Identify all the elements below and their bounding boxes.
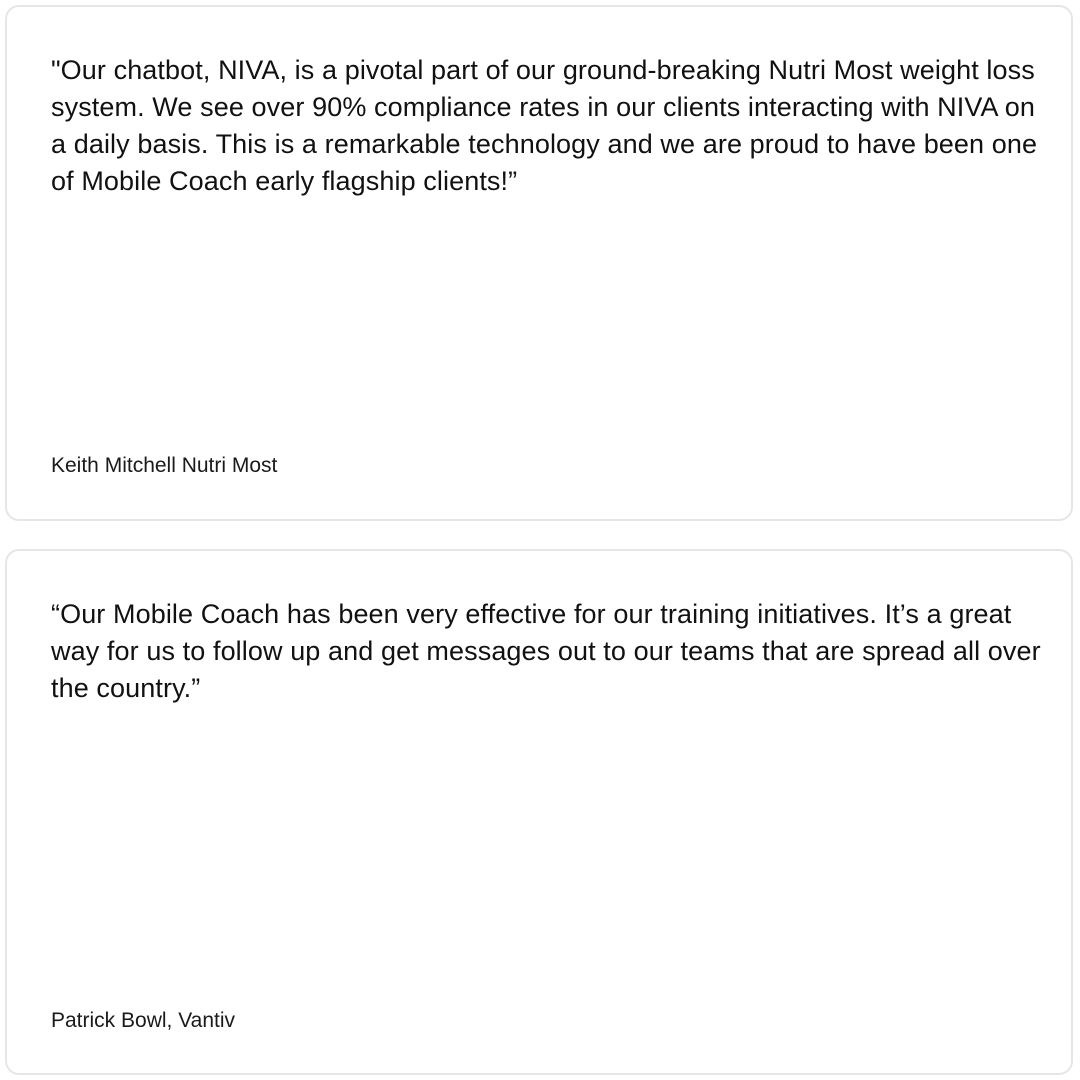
testimonial-card bbox=[5, 549, 1073, 1075]
testimonial-quote: "Our chatbot, NIVA, is a pivotal part of our ground-breaking Nutri Most weight loss system. We see over 90% compliance rates in our clients interacting with NIVA on a daily basis. This is a remarkable technology and we are proud to have been one of Mobile Coach early flagship clients!” bbox=[51, 55, 1038, 196]
testimonial-author: Keith Mitchell Nutri Most bbox=[51, 454, 278, 477]
testimonial-author: Patrick Bowl, Vantiv bbox=[51, 1009, 236, 1032]
testimonial-quote: “Our Mobile Coach has been very effective for our training initiatives. It’s a great way for us to follow up and get messages out to our teams that are spread all over the country.” bbox=[51, 599, 1041, 703]
testimonial-card bbox=[5, 5, 1073, 521]
